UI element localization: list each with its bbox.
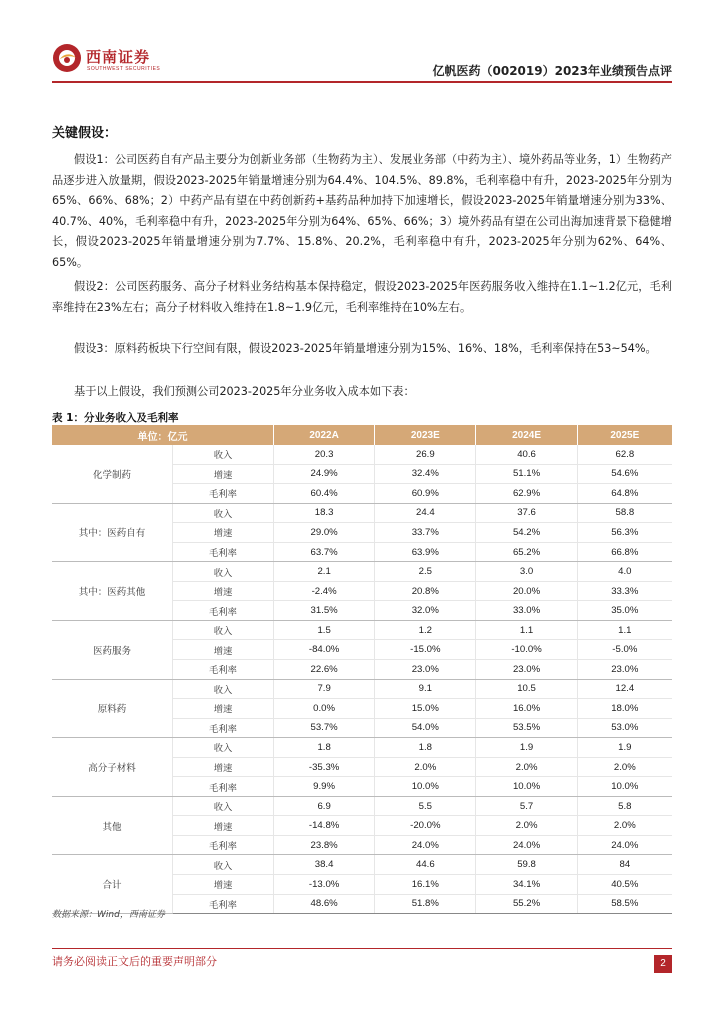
metric-label: 增速 xyxy=(173,581,274,601)
table-cell: 60.9% xyxy=(375,484,476,504)
table-cell: 20.0% xyxy=(476,581,577,601)
data-source: 数据来源：Wind，西南证券 xyxy=(52,910,165,920)
table-cell: 2.0% xyxy=(476,816,577,836)
table-cell: 65.2% xyxy=(476,542,577,562)
report-title: 亿帆医药（002019）2023年业绩预告点评 xyxy=(432,64,672,78)
segment-name: 医药服务 xyxy=(52,620,173,679)
table-cell: 5.8 xyxy=(577,796,672,816)
metric-label: 毛利率 xyxy=(173,718,274,738)
metric-label: 毛利率 xyxy=(173,777,274,797)
table-cell: 54.2% xyxy=(476,523,577,543)
segment-name: 化学制药 xyxy=(52,445,173,503)
revenue-table xyxy=(52,425,672,914)
table-cell: 2.0% xyxy=(375,757,476,777)
table-cell: 53.5% xyxy=(476,718,577,738)
table-cell: 59.8 xyxy=(476,855,577,875)
table-cell: 20.3 xyxy=(274,445,375,464)
metric-label: 增速 xyxy=(173,757,274,777)
paragraph-assumption-2: 假设2：公司医药服务、高分子材料业务结构基本保持稳定，假设2023-2025年医药服务收入维持在1.1~1.2亿元，毛利率维持在23%左右；高分子材料收入维持在1.8~1.9亿元，毛利率维持在10%左右。 xyxy=(52,280,672,314)
table-cell: 18.0% xyxy=(577,699,672,719)
logo-text-cn: 西南证券 xyxy=(86,48,151,66)
table-cell: 24.9% xyxy=(274,464,375,484)
segment-name: 高分子材料 xyxy=(52,738,173,797)
table-cell: 34.1% xyxy=(476,875,577,895)
table-cell: 12.4 xyxy=(577,679,672,699)
table-cell: 84 xyxy=(577,855,672,875)
table-cell: 33.7% xyxy=(375,523,476,543)
page-header xyxy=(0,0,724,84)
table-cell: 62.8 xyxy=(577,445,672,464)
segment-name: 其中：医药自有 xyxy=(52,503,173,562)
table-cell: 53.0% xyxy=(577,718,672,738)
table-cell: 23.0% xyxy=(476,660,577,680)
table-cell: 63.9% xyxy=(375,542,476,562)
table-cell: 64.8% xyxy=(577,484,672,504)
metric-label: 收入 xyxy=(173,620,274,640)
table-cell: 1.8 xyxy=(375,738,476,758)
logo-text-en: SOUTHWEST SECURITIES xyxy=(87,66,161,72)
table-cell: 29.0% xyxy=(274,523,375,543)
table-cell: 53.7% xyxy=(274,718,375,738)
table-cell: 54.0% xyxy=(375,718,476,738)
table-cell: 58.8 xyxy=(577,503,672,523)
paragraph-assumption-1: 假设1：公司医药自有产品主要分为创新业务部（生物药为主）、发展业务部（中药为主）、境外药品等业务，1）生物药产品逐步进入放量期，假设2023-2025年销量增速分别为64.4%、104.5%、89.8%，毛利率稳中有升，2023-2025年分别为65%、66%、68%；2）中药产品有望在中药创新药+基药品种加持下加速增长，假设2023-2025年销量增速分别为33%、40.7%、40%，毛利率稳中有升，2023-2025年分别为64%、65%、66%；3）境外药品有望在公司出海加速背景下稳健增长，假设2023-2025年销量增速分别为7.7%、15.8%、20.2%，毛利率稳中有升，2023-2025年分别为62%、64%、65%。 xyxy=(52,153,672,269)
table-cell: 1.2 xyxy=(375,620,476,640)
metric-label: 收入 xyxy=(173,796,274,816)
table-cell: 22.6% xyxy=(274,660,375,680)
table-cell: -35.3% xyxy=(274,757,375,777)
table-cell: 23.0% xyxy=(375,660,476,680)
table-cell: -84.0% xyxy=(274,640,375,660)
table-cell: 2.0% xyxy=(577,757,672,777)
table-cell: 23.8% xyxy=(274,835,375,855)
table-cell: 9.9% xyxy=(274,777,375,797)
table-cell: 1.5 xyxy=(274,620,375,640)
table-cell: 3.0 xyxy=(476,562,577,582)
section-title: 关键假设： xyxy=(52,126,118,141)
table-row xyxy=(52,738,672,758)
table-cell: 5.7 xyxy=(476,796,577,816)
metric-label: 毛利率 xyxy=(173,484,274,504)
table-cell: 62.9% xyxy=(476,484,577,504)
table-cell: 48.6% xyxy=(274,894,375,914)
table-cell: 44.6 xyxy=(375,855,476,875)
table-cell: -20.0% xyxy=(375,816,476,836)
table-cell: 2.5 xyxy=(375,562,476,582)
table-cell: 2.1 xyxy=(274,562,375,582)
table-cell: 10.0% xyxy=(476,777,577,797)
metric-label: 增速 xyxy=(173,699,274,719)
table-cell: 40.5% xyxy=(577,875,672,895)
footer-disclaimer: 请务必阅读正文后的重要声明部分 xyxy=(52,955,217,968)
metric-label: 增速 xyxy=(173,875,274,895)
table-cell: -5.0% xyxy=(577,640,672,660)
segment-name: 其他 xyxy=(52,796,173,855)
metric-label: 增速 xyxy=(173,640,274,660)
metric-label: 增速 xyxy=(173,816,274,836)
table-cell: 33.3% xyxy=(577,581,672,601)
table-cell: 20.8% xyxy=(375,581,476,601)
table-cell: 9.1 xyxy=(375,679,476,699)
metric-label: 增速 xyxy=(173,523,274,543)
table-cell: 10.0% xyxy=(375,777,476,797)
metric-label: 收入 xyxy=(173,855,274,875)
table-cell: 15.0% xyxy=(375,699,476,719)
table-cell: 32.4% xyxy=(375,464,476,484)
table-row xyxy=(52,796,672,816)
header-2022a: 2022A xyxy=(274,425,375,445)
metric-label: 收入 xyxy=(173,562,274,582)
table-cell: 37.6 xyxy=(476,503,577,523)
table-cell: 2.0% xyxy=(577,816,672,836)
table-cell: 10.0% xyxy=(577,777,672,797)
table-cell: 26.9 xyxy=(375,445,476,464)
metric-label: 收入 xyxy=(173,445,274,464)
segment-name: 合计 xyxy=(52,855,173,914)
table-cell: 18.3 xyxy=(274,503,375,523)
header-2025e: 2025E xyxy=(577,425,672,445)
table-cell: 1.9 xyxy=(476,738,577,758)
footer-divider xyxy=(52,948,672,949)
header-divider xyxy=(52,81,672,83)
table-cell: 38.4 xyxy=(274,855,375,875)
table-cell: 10.5 xyxy=(476,679,577,699)
table-cell: 56.3% xyxy=(577,523,672,543)
table-cell: 23.0% xyxy=(577,660,672,680)
table-cell: -15.0% xyxy=(375,640,476,660)
table-header-row xyxy=(52,425,672,445)
paragraph-assumption-3: 假设3：原料药板块下行空间有限，假设2023-2025年销量增速分别为15%、16%、18%，毛利率保持在53~54%。 xyxy=(74,342,657,355)
metric-label: 收入 xyxy=(173,503,274,523)
logo-icon xyxy=(52,43,82,73)
table-row xyxy=(52,503,672,523)
table-cell: 35.0% xyxy=(577,601,672,621)
header-unit: 单位：亿元 xyxy=(52,425,274,445)
table-cell: 24.0% xyxy=(476,835,577,855)
table-cell: 60.4% xyxy=(274,484,375,504)
table-cell: -14.8% xyxy=(274,816,375,836)
header-2023e: 2023E xyxy=(375,425,476,445)
table-cell: 1.1 xyxy=(577,620,672,640)
metric-label: 毛利率 xyxy=(173,542,274,562)
table-cell: 4.0 xyxy=(577,562,672,582)
table-row xyxy=(52,855,672,875)
table-cell: -2.4% xyxy=(274,581,375,601)
table-cell: 1.1 xyxy=(476,620,577,640)
table-cell: 6.9 xyxy=(274,796,375,816)
segment-name: 原料药 xyxy=(52,679,173,738)
table-cell: 58.5% xyxy=(577,894,672,914)
table-cell: 1.9 xyxy=(577,738,672,758)
table-cell: 24.0% xyxy=(577,835,672,855)
metric-label: 毛利率 xyxy=(173,835,274,855)
metric-label: 毛利率 xyxy=(173,601,274,621)
metric-label: 毛利率 xyxy=(173,894,274,914)
table-title: 表 1：分业务收入及毛利率 xyxy=(52,412,179,424)
header-2024e: 2024E xyxy=(476,425,577,445)
table-cell: -10.0% xyxy=(476,640,577,660)
metric-label: 收入 xyxy=(173,738,274,758)
paragraph-summary: 基于以上假设，我们预测公司2023-2025年分业务收入成本如下表： xyxy=(74,385,415,398)
metric-label: 毛利率 xyxy=(173,660,274,680)
table-cell: 24.4 xyxy=(375,503,476,523)
table-row xyxy=(52,620,672,640)
table-cell: 66.8% xyxy=(577,542,672,562)
table-cell: 2.0% xyxy=(476,757,577,777)
table-cell: 33.0% xyxy=(476,601,577,621)
table-cell: 16.1% xyxy=(375,875,476,895)
table-cell: 16.0% xyxy=(476,699,577,719)
table-cell: 32.0% xyxy=(375,601,476,621)
table-cell: 0.0% xyxy=(274,699,375,719)
table-cell: 5.5 xyxy=(375,796,476,816)
table-cell: 31.5% xyxy=(274,601,375,621)
table-cell: 54.6% xyxy=(577,464,672,484)
page-number: 2 xyxy=(654,955,672,973)
table-cell: -13.0% xyxy=(274,875,375,895)
table-cell: 51.1% xyxy=(476,464,577,484)
table-cell: 40.6 xyxy=(476,445,577,464)
table-row xyxy=(52,562,672,582)
table-cell: 1.8 xyxy=(274,738,375,758)
metric-label: 增速 xyxy=(173,464,274,484)
segment-name: 其中：医药其他 xyxy=(52,562,173,621)
table-cell: 24.0% xyxy=(375,835,476,855)
table-cell: 51.8% xyxy=(375,894,476,914)
table-row xyxy=(52,679,672,699)
table-cell: 63.7% xyxy=(274,542,375,562)
table-row xyxy=(52,445,672,464)
table-cell: 55.2% xyxy=(476,894,577,914)
metric-label: 收入 xyxy=(173,679,274,699)
table-cell: 7.9 xyxy=(274,679,375,699)
